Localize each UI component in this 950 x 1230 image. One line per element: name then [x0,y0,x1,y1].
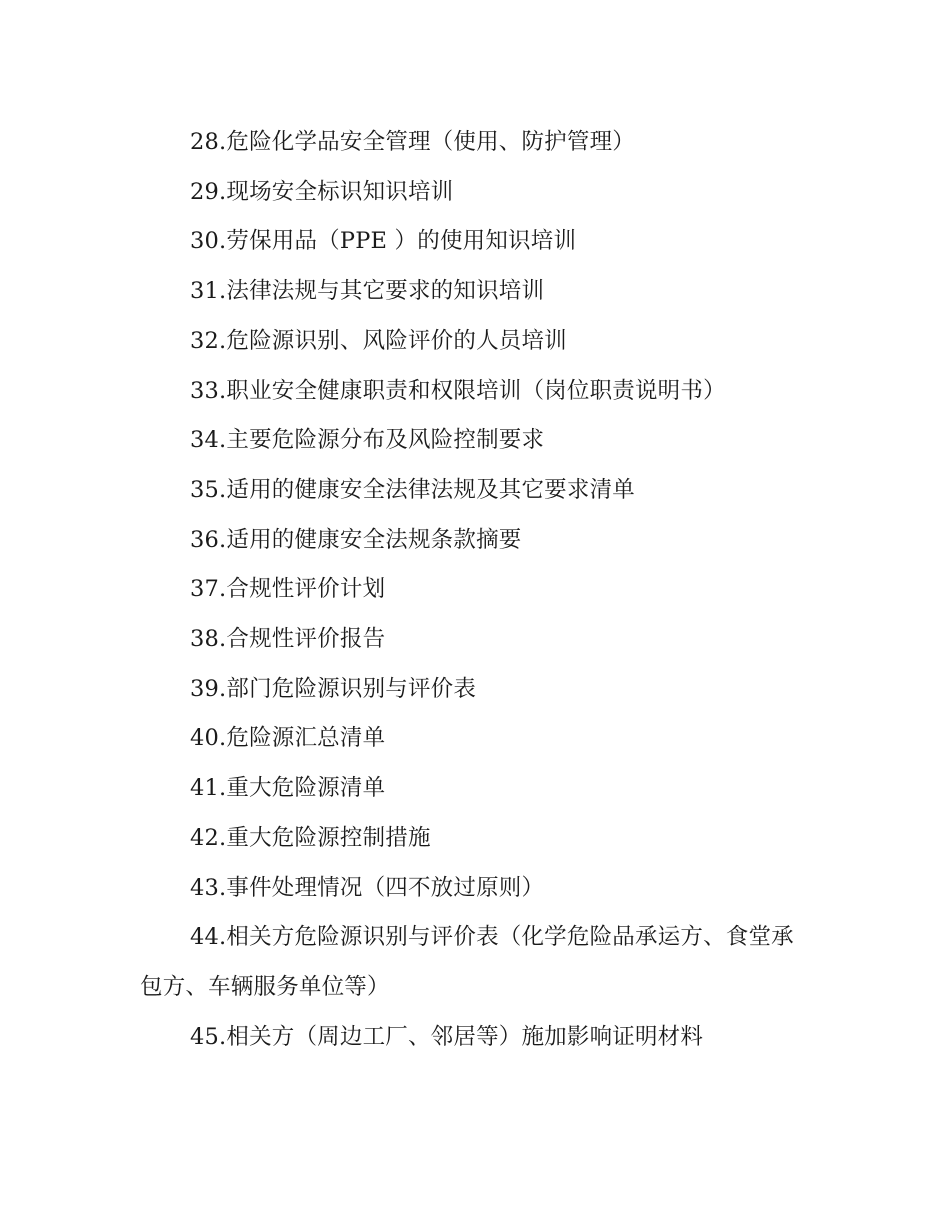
list-item: 41.重大危险源清单 [190,775,386,802]
list-item: 33.职业安全健康职责和权限培训（岗位职责说明书） [190,377,726,404]
document-item-list [140,118,808,1062]
list-item: 45.相关方（周边工厂、邻居等）施加影响证明材料 [190,1023,704,1050]
list-item: 32.危险源识别、风险评价的人员培训 [190,327,567,354]
list-item: 37.合规性评价计划 [190,576,386,603]
list-item: 44.相关方危险源识别与评价表（化学危险品承运方、食堂承包方、车辆服务单位等） [140,924,794,1000]
list-item: 29.现场安全标识知识培训 [190,178,454,205]
list-item: 28.危险化学品安全管理（使用、防护管理） [190,129,635,155]
list-item: 36.适用的健康安全法规条款摘要 [190,526,522,553]
list-item: 43.事件处理情况（四不放过原则） [190,874,545,901]
list-item: 39.部门危险源识别与评价表 [190,675,477,702]
list-item: 34.主要危险源分布及风险控制要求 [190,427,545,454]
list-item: 31.法律法规与其它要求的知识培训 [190,278,545,305]
list-item: 35.适用的健康安全法律法规及其它要求清单 [190,476,635,503]
list-item: 38.合规性评价报告 [190,626,386,653]
list-item: 42.重大危险源控制措施 [190,824,431,851]
list-item: 40.危险源汇总清单 [190,725,386,752]
list-item: 30.劳保用品（PPE ）的使用知识培训 [190,228,577,255]
